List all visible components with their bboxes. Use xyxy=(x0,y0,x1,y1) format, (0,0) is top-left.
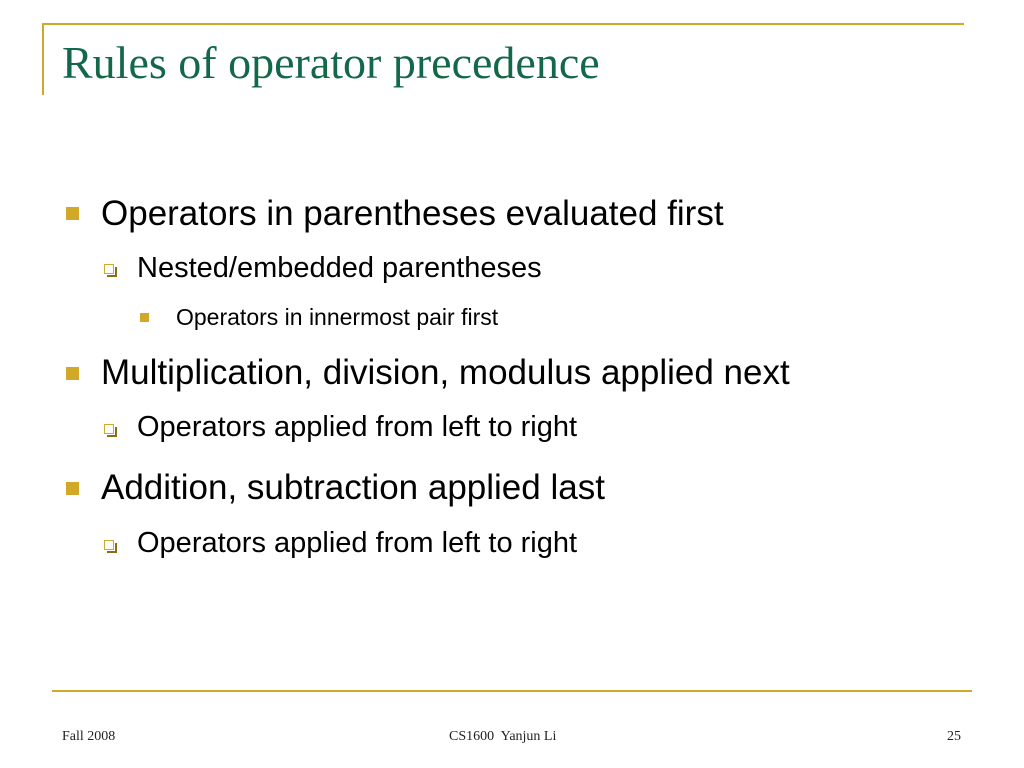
bullet-item: Operators in innermost pair first xyxy=(176,304,499,330)
slide-title: Rules of operator precedence xyxy=(62,37,600,88)
hollow-square-bullet-icon xyxy=(104,540,114,550)
hollow-square-bullet-icon xyxy=(104,424,114,434)
title-frame-top-rule xyxy=(42,23,964,25)
square-bullet-icon xyxy=(140,313,149,322)
title-frame-left-rule xyxy=(42,23,44,95)
bullet-item: Operators in parentheses evaluated first xyxy=(101,194,724,233)
footer-page-number: 25 xyxy=(947,729,961,744)
footer-rule xyxy=(52,690,972,692)
bullet-item: Nested/embedded parentheses xyxy=(137,252,542,284)
square-bullet-icon xyxy=(66,482,79,495)
bullet-item: Operators applied from left to right xyxy=(137,411,578,443)
square-bullet-icon xyxy=(66,207,79,220)
bullet-item: Addition, subtraction applied last xyxy=(101,468,605,507)
footer-course-author: CS1600 Yanjun Li xyxy=(449,729,557,744)
footer-date: Fall 2008 xyxy=(62,729,116,744)
square-bullet-icon xyxy=(66,367,79,380)
bullet-item: Multiplication, division, modulus applied next xyxy=(101,353,790,392)
bullet-item: Operators applied from left to right xyxy=(137,527,578,559)
hollow-square-bullet-icon xyxy=(104,264,114,274)
